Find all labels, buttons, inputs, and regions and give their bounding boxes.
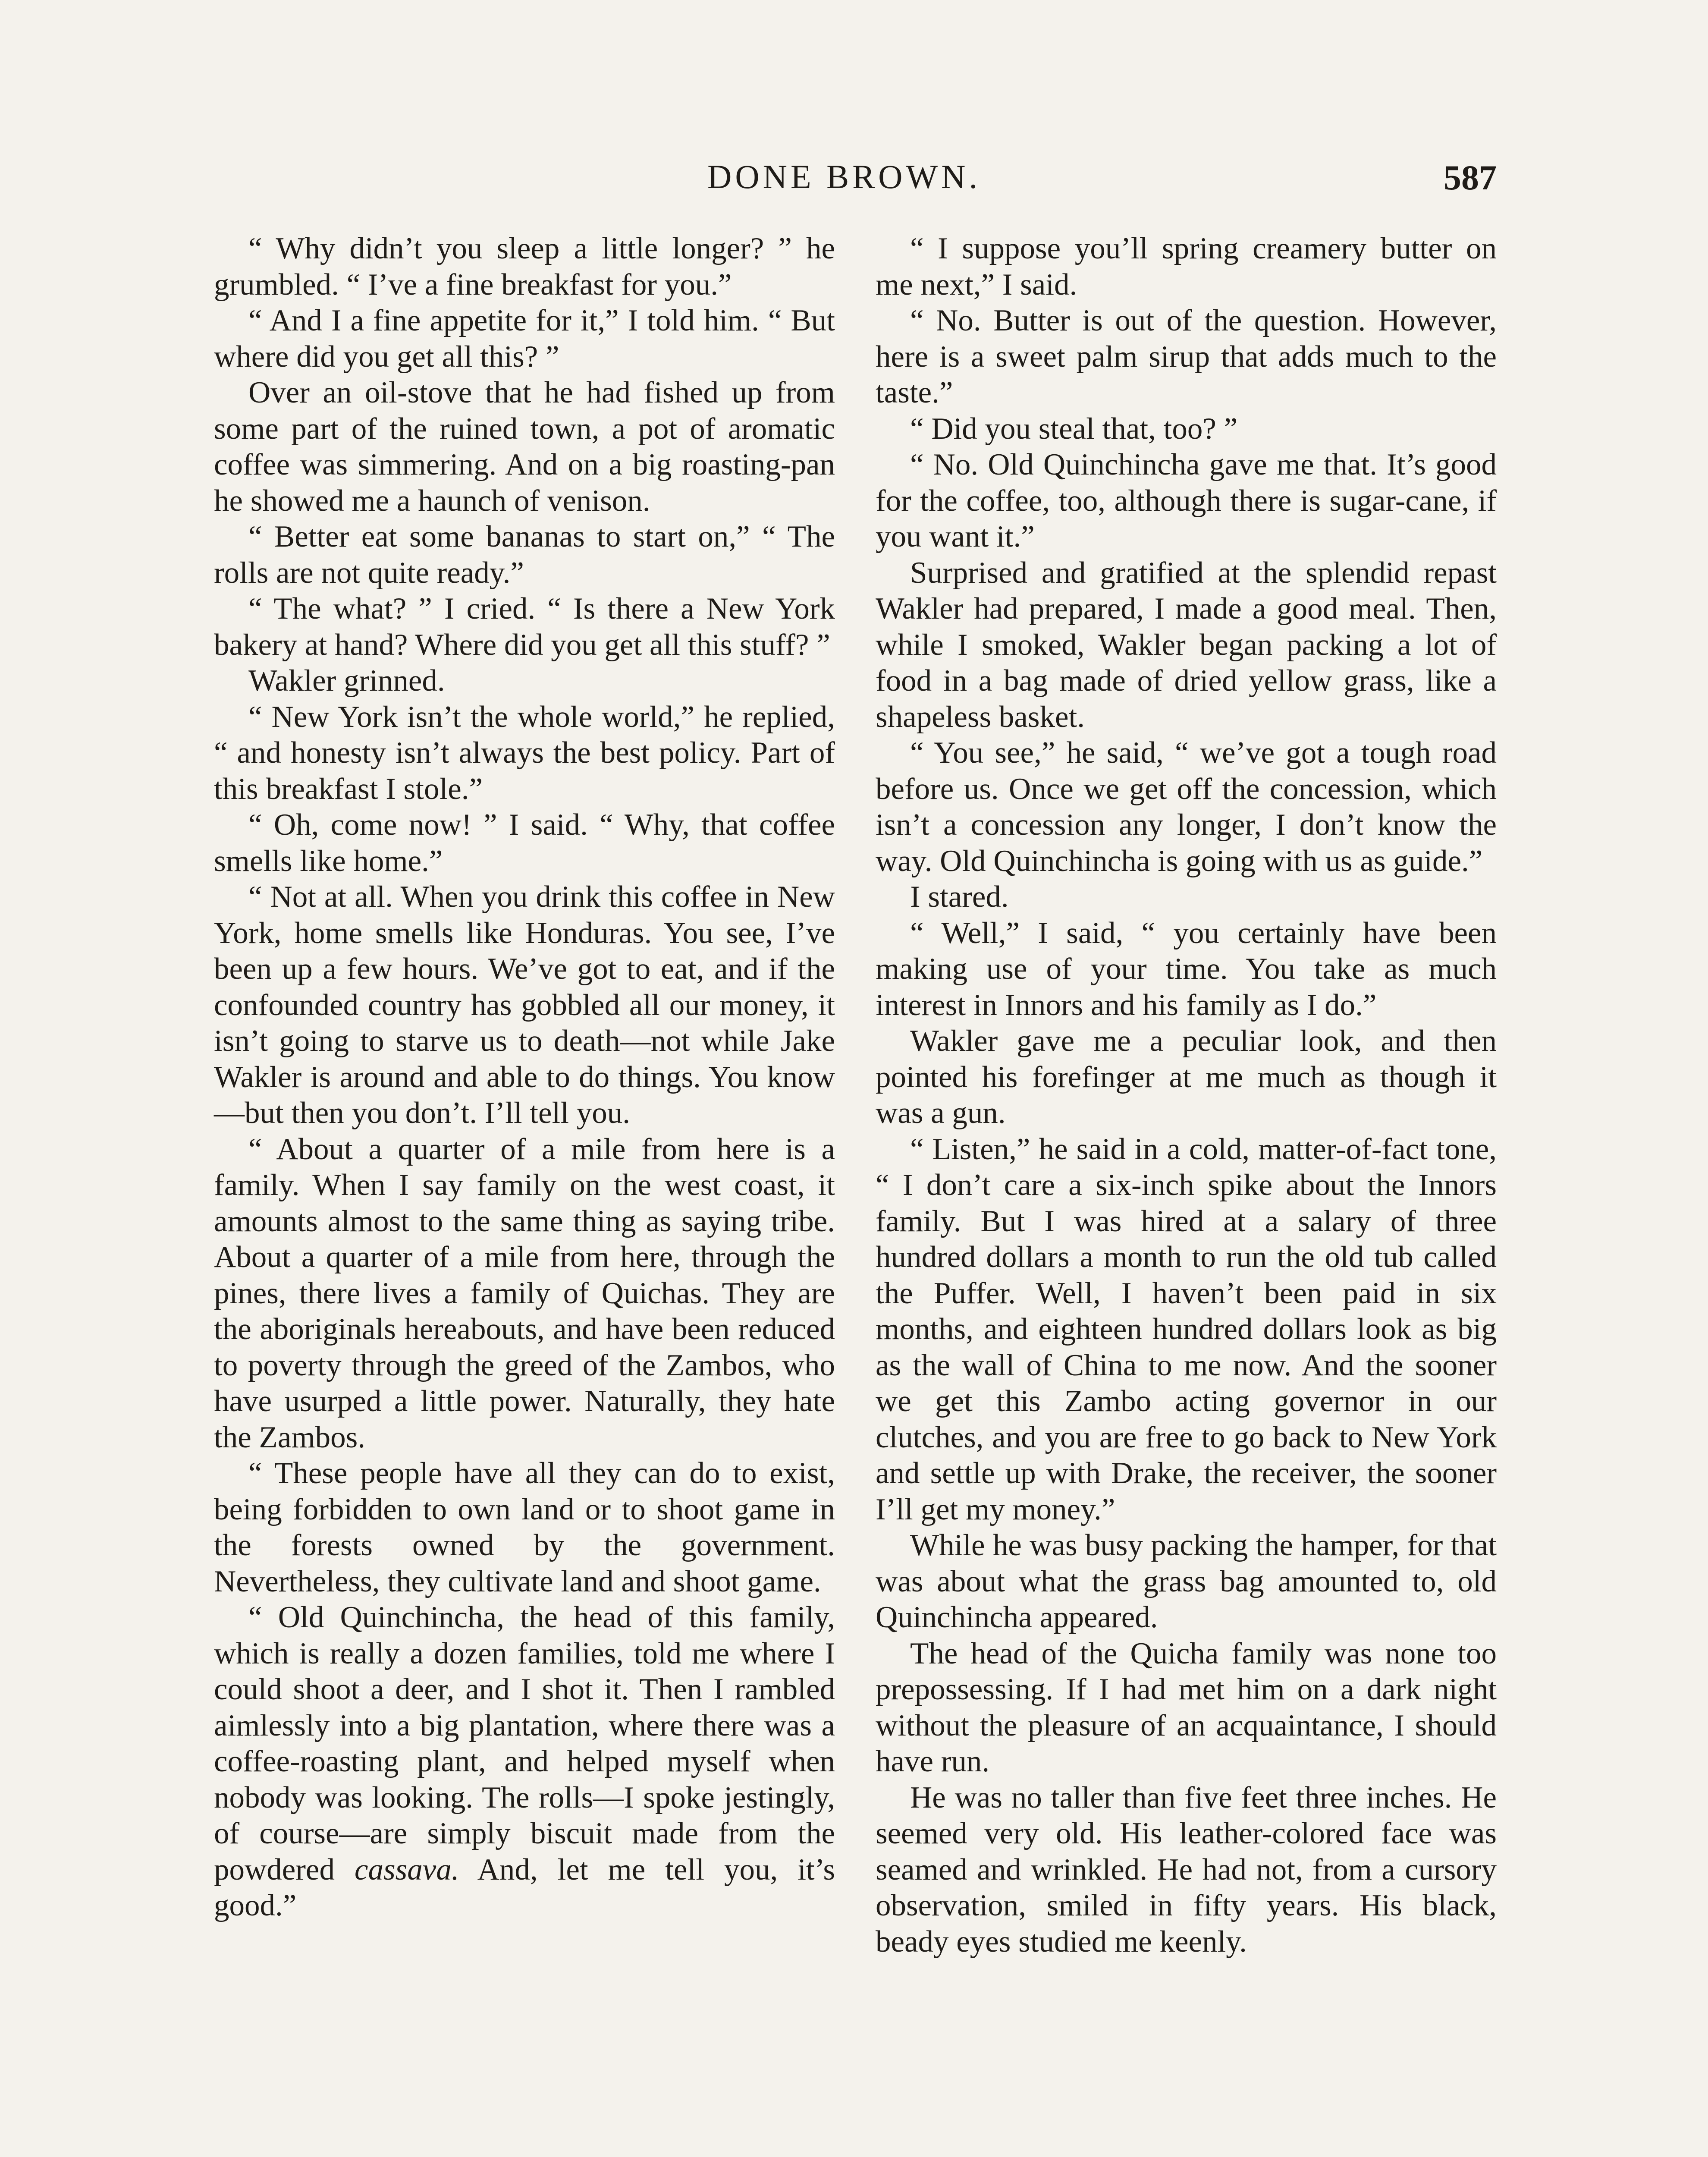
paragraph: While he was busy packing the hamper, for that was about what the grass bag amounted to, old Quinchincha appeared. — [876, 1528, 1497, 1634]
paragraph: Surprised and gratified at the splendid repast Wakler had prepared, I made a good meal. Then, while I smoked, Wakler began packing a lot of food in a bag made of dried yellow grass, like a shapeless basket. — [876, 556, 1497, 734]
paragraph: “ No. Old Quinchincha gave me that. It’s good for the coffee, too, although there is sugar-cane, if you want it.” — [876, 448, 1497, 553]
paragraph: The head of the Quicha family was none too prepossessing. If I had met him on a dark night without the pleasure of an acquaintance, I should have run. — [876, 1636, 1497, 1778]
paragraph: “ And I a fine appetite for it,” I told him. “ But where did you get all this? ” — [214, 304, 835, 374]
paragraph: “ Why didn’t you sleep a little longer? ” he grumbled. “ I’ve a fine breakfast for you.” — [214, 232, 835, 302]
italic-word: cassava. — [354, 1852, 459, 1887]
page-number: 587 — [1444, 158, 1497, 197]
paragraph: “ These people have all they can do to exist, being forbidden to own land or to shoot game in the forests owned by the government. Nevertheless, they cultivate land and shoot game. — [214, 1456, 835, 1598]
paragraph: “ Better eat some bananas to start on,” “ The rolls are not quite ready.” — [214, 520, 835, 590]
paragraph-text: “ Old Quinchincha, the head of this family, which is really a dozen families, told me where I could shoot a deer, and I shot it. Then I rambled aimlessly into a big plantation, where there was a coffee-roasting plant, and helped myself when nobody was looking. The rolls—I spoke jestingly, of course—are simply biscuit made from the powdered — [214, 1600, 835, 1887]
paragraph: “ Listen,” he said in a cold, matter-of-fact tone, “ I don’t care a six-inch spike about the Innors family. But I was hired at a salary of three hundred dollars a month to run the old tub called the Puffer. Well, I haven’t been paid in six months, and eighteen hundred dollars look as big as the wall of China to me now. And the sooner we get this Zambo acting governor in our clutches, and you are free to go back to New York and settle up with Drake, the receiver, the sooner I’ll get my money.” — [876, 1132, 1497, 1526]
paragraph: Wakler gave me a peculiar look, and then pointed his forefinger at me much as though it was a gun. — [876, 1024, 1497, 1130]
paragraph: “ You see,” he said, “ we’ve got a tough road before us. Once we get off the concession, which isn’t a concession any longer, I don’t know the way. Old Quinchincha is going with us as guide.” — [876, 736, 1497, 878]
paragraph: He was no taller than five feet three inches. He seemed very old. His leather-colored face was seamed and wrinkled. He had not, from a cursory observation, smiled in fifty years. His black, beady eyes studied me keenly. — [876, 1780, 1497, 1959]
paragraph: “ I suppose you’ll spring creamery butter on me next,” I said. — [876, 232, 1497, 302]
paragraph-final — [214, 1600, 835, 1924]
paragraph: “ Not at all. When you drink this coffee in New York, home smells like Honduras. You see, I’ve been up a few hours. We’ve got to eat, and if the confounded country has gobbled all our money, it isn’t going to starve us to death—not while Jake Wakler is around and able to do things. You know—but then you don’t. I’ll tell you. — [214, 880, 835, 1130]
running-head — [0, 157, 1708, 205]
paragraph: “ Oh, come now! ” I said. “ Why, that coffee smells like home.” — [214, 808, 835, 878]
paragraph: “ The what? ” I cried. “ Is there a New York bakery at hand? Where did you get all this stuff? ” — [214, 592, 835, 662]
paragraph: “ No. Butter is out of the question. However, here is a sweet palm sirup that adds much to the taste.” — [876, 304, 1497, 409]
right-column — [876, 231, 1497, 1960]
paragraph: “ About a quarter of a mile from here is a family. When I say family on the west coast, it amounts almost to the same thing as saying tribe. About a quarter of a mile from here, through the pines, there lives a family of Quichas. They are the aboriginals hereabouts, and have been reduced to poverty through the greed of the Zambos, who have usurped a little power. Naturally, they hate the Zambos. — [214, 1132, 835, 1454]
paragraph: I stared. — [910, 880, 1009, 914]
paragraph: “ New York isn’t the whole world,” he replied, “ and honesty isn’t always the best policy. Part of this breakfast I stole.” — [214, 700, 835, 806]
left-column — [214, 231, 835, 1924]
paragraph: Over an oil-stove that he had fished up from some part of the ruined town, a pot of aromatic coffee was simmering. And on a big roasting-pan he showed me a haunch of venison. — [214, 376, 835, 518]
running-title: DONE BROWN. — [707, 158, 981, 195]
paragraph: “ Well,” I said, “ you certainly have been making use of your time. You take as much interest in Innors and his family as I do.” — [876, 916, 1497, 1022]
paragraph: “ Did you steal that, too? ” — [910, 412, 1238, 446]
paragraph: Wakler grinned. — [248, 664, 445, 698]
paragraph-tail: And, let me tell you, it’s good.” — [214, 1852, 835, 1922]
